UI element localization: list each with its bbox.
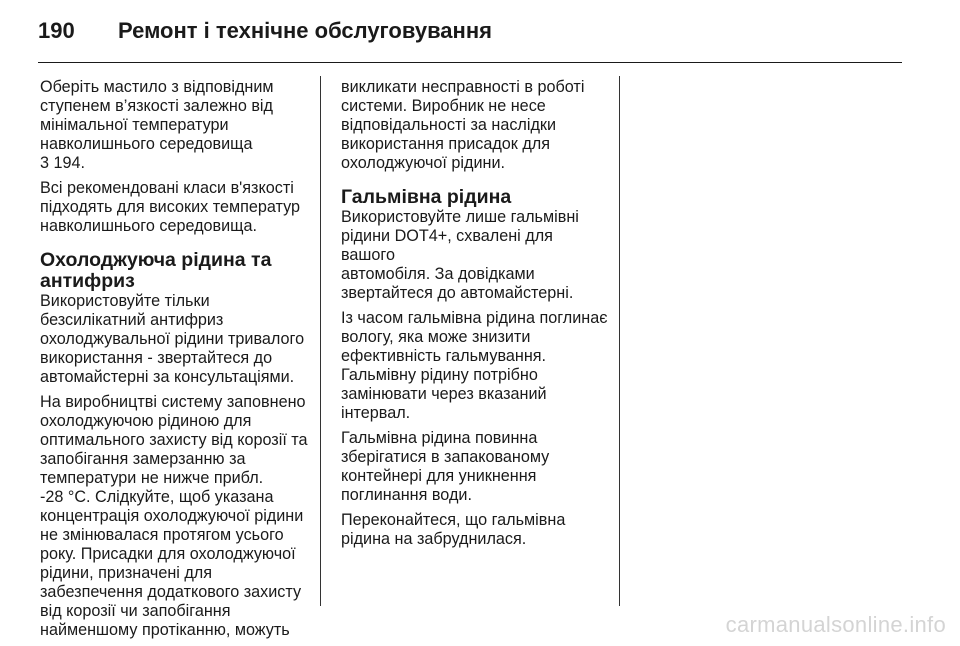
paragraph-viscosity-classes: Всі рекомендовані класи в'язкості підходять для високих температур навколишнього середовища. — [40, 179, 301, 235]
paragraph-coolant-factory: На виробництві систему заповнено охолоджуючою рідиною для оптимального захисту від корозії та запобігання замерзанню за температури не нижче прибл. -28 °C. Слідкуйте, щоб указана концентрація охолоджуючої рідини не змінювалася протягом усього року. Присадки для охолоджуючої рідини, призначені для забезпечення додаткового захисту від корозії чи запобігання найменшому протіканню, можуть — [40, 393, 308, 639]
section-heading-coolant: Охолоджуюча рідина та антифриз — [40, 249, 272, 292]
paragraph-brake-fluid-storage: Гальмівна рідина повинна зберігатися в запакованому контейнері для уникнення поглинання води. — [341, 429, 550, 504]
text-column-left — [40, 78, 310, 646]
page-title: Ремонт і технічне обслуговування — [118, 18, 492, 43]
paragraph-brake-fluid-moisture: Із часом гальмівна рідина поглинає вологу, яка може знизити ефективність гальмування. Гальмівну рідину потрібно замінювати через вказаний інтервал. — [341, 309, 608, 422]
paragraph-coolant-use: Використовуйте тільки безсилікатний антифриз охолоджувальної рідини тривалого використання - звертайтеся до автомайстерні за консультаціями. — [40, 292, 305, 386]
paragraph-brake-fluid-check: Переконайтеся, що гальмівна рідина на забруднилася. — [341, 511, 566, 548]
section-heading-brake-fluid: Гальмівна рідина — [341, 186, 512, 208]
column-divider — [320, 76, 321, 606]
text-column-right — [341, 78, 611, 555]
column-divider — [619, 76, 620, 606]
paragraph-brake-fluid-type: Використовуйте лише гальмівні рідини DOT4+, схвалені для вашого автомобіля. За довідками звертайтеся до автомайстерні. — [341, 208, 579, 302]
page-number: 190 — [38, 18, 75, 43]
page-header — [38, 18, 492, 44]
header-rule — [38, 62, 902, 63]
watermark: carmanualsonline.info — [725, 612, 946, 637]
paragraph-coolant-continued: викликати несправності в роботі системи. Виробник не несе відповідальності за наслідки використання присадок для охолоджуючої рідини. — [341, 78, 585, 172]
paragraph-oil-viscosity: Оберіть мастило з відповідним ступенем в’язкості залежно від мінімальної температури навколишнього середовища 3 194. — [40, 78, 274, 172]
